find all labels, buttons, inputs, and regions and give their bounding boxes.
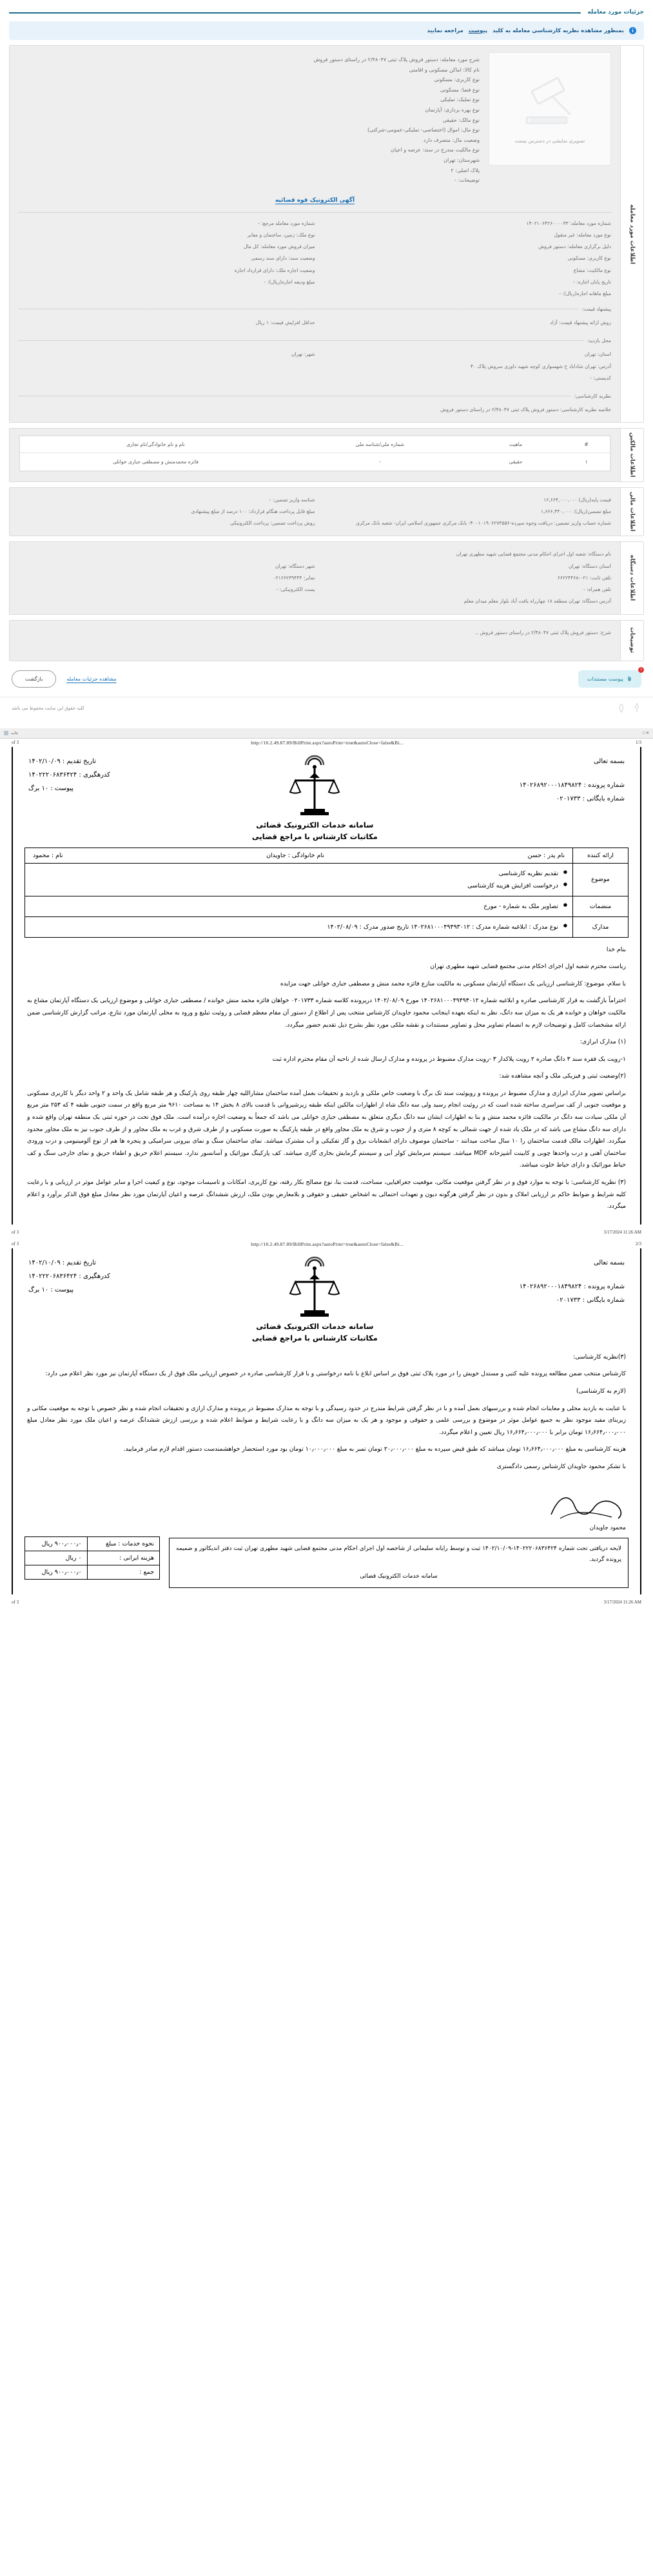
submit-date-label: تاریخ تقدیم : bbox=[62, 757, 97, 765]
document-frame-2 bbox=[12, 1248, 641, 1594]
submit-date-value: ۱۴۰۲/۱۰/۰۹ bbox=[28, 757, 61, 765]
deal-summary-line: توضیحات: - bbox=[454, 177, 480, 184]
provider-father-name: نام پدر : حسن bbox=[527, 851, 565, 859]
print-footer-date: 3/17/2024 11:26 AM bbox=[603, 1229, 641, 1235]
system-name-line1-2: سامانه خدمات الکترونیک قضائی bbox=[256, 1321, 374, 1331]
deal-fields-left-col bbox=[19, 218, 315, 300]
provider-first-name: نام : محمود bbox=[33, 851, 63, 859]
print-footer-strip-2 bbox=[0, 1598, 653, 1606]
owners-col-nature: ماهیت bbox=[469, 436, 563, 453]
court-grid-1 bbox=[19, 561, 611, 572]
financial-panel bbox=[9, 487, 644, 537]
fee-label-total: جمع : bbox=[87, 1565, 159, 1579]
submit-date-label-2: تاریخ تقدیم : bbox=[62, 1259, 97, 1266]
electronic-ad-link[interactable]: آگهی الکترونیک قوه قضائیه bbox=[275, 197, 355, 204]
notes-text: شرح: دستور فروش پلاک ثبتی ۲/۴۸۰۴۷ در راستای دستور فروش .. bbox=[475, 629, 611, 635]
annex-item: ● تصاویر ملک به شماره - مورخ bbox=[30, 900, 567, 913]
attachment-pages-label-2: پیوست : bbox=[50, 1286, 74, 1293]
financial-grid-3 bbox=[19, 518, 611, 529]
deal-field: نوع مورد معامله: غیر منقول bbox=[554, 231, 611, 238]
browser-window-controls[interactable]: □ ✕ bbox=[642, 731, 649, 735]
body-paragraph: با تشکر محمود جاویدان کارشناس رسمی دادگستری bbox=[496, 1462, 626, 1470]
guarantee-amount: مبلغ تضمین(ریال): ۱,۶۶۶,۴۴۰,۰۰۰ bbox=[540, 508, 611, 515]
price-proposal-header bbox=[19, 306, 611, 312]
expert-opinion-header bbox=[19, 393, 611, 399]
deal-field: وضعیت اجاره ملک: دارای قرارداد اجاره bbox=[234, 267, 315, 273]
document-header-right bbox=[520, 755, 625, 806]
owners-table bbox=[19, 436, 610, 471]
visit-postal-code: کدپستی: - bbox=[590, 374, 611, 381]
visit-location-rule bbox=[19, 340, 583, 341]
print-header-strip bbox=[0, 739, 653, 747]
docs-row-value bbox=[25, 916, 573, 937]
deal-summary-line: نوع کاربری: مسکونی bbox=[434, 77, 480, 83]
financial-body bbox=[10, 488, 620, 536]
deal-summary-line: شرح مورد معامله: دستور فروش پلاک ثبتی ۲/۴۸۰۴۷ در راستای دستور فروش bbox=[313, 57, 480, 63]
table-row bbox=[20, 453, 610, 471]
court-panel-label bbox=[620, 542, 643, 614]
price-min-increase: حداقل افزایش قیمت: ۱ ریال bbox=[255, 320, 315, 326]
signature-name: محمود جاویدان bbox=[589, 1524, 626, 1531]
court-panel bbox=[9, 541, 644, 614]
document-header-left bbox=[28, 755, 110, 795]
registration-note-text: لایحه دریافتی تحت شماره ۱۴۰۲۲۲۰۶۸۳۶۴۲۴-۱۴۰۲/۱۰/۰۹ ثبت و توسط رایانه سلیمانی از شاخصه اول اجرای احکام مدنی مجتمع قضایی شهید مطهری تهران ثبت دفتر اندیکاتور و ضمیمه پرونده گردید. bbox=[176, 1545, 621, 1564]
case-no-label-2: شماره پرونده : bbox=[583, 1283, 625, 1290]
alert-text-before: بمنظور مشاهده نظریه کارشناسی معامله به کلید bbox=[492, 27, 624, 34]
scales-of-justice-icon bbox=[288, 1256, 342, 1318]
document-body-2 bbox=[24, 1345, 629, 1473]
body-paragraph: ۱-رویت یک فقره سند ۳ دانگ صادره ۲ رویت پلاکدار ۳ -رویت مدارک مضبوط در پرونده و مدارک ارسال شده از ناحیه آن مقام محترم اداره ثبت bbox=[272, 1055, 626, 1063]
annex-row-value bbox=[25, 896, 573, 916]
owner-national-id: - bbox=[378, 459, 381, 465]
electronic-ad-link-row bbox=[19, 186, 611, 207]
body-title: بنام خدا bbox=[606, 945, 626, 953]
fee-value-service: ۹۰۰٫۰۰۰٫۰ ریال bbox=[25, 1536, 88, 1551]
deal-hero bbox=[19, 52, 611, 186]
owners-col-national-id: شماره ملی/شناسه ملی bbox=[291, 436, 469, 453]
attachment-badge: ! bbox=[638, 667, 644, 673]
deal-field: نوع ملک: زمین، ساختمان و معابر bbox=[247, 231, 315, 238]
archive-no-label: شماره بایگانی : bbox=[582, 795, 625, 802]
docs-item: ● نوع مدرک : ابلاغیه شماره مدرک : ۱۴۰۲۶۸۱۰۰۰۴۹۴۹۳۰۱۲ تاریخ صدور مدرک : ۱۴۰۲/۰۸/۰۹ bbox=[30, 921, 567, 933]
expert-opinion-summary: خلاصه نظریه کارشناسی: دستور فروش پلاک ثبتی ۲/۴۸۰۴۷ در راستای دستور فروش bbox=[440, 407, 611, 413]
deal-info-body bbox=[10, 46, 620, 422]
body-paragraph: (۲)وضعیت ثبتی و فیزیکی ملک و آنچه مشاهده شد: bbox=[499, 1072, 626, 1080]
tab-favicon-icon bbox=[4, 731, 8, 735]
owner-name: فائزه محمدمنش و مصطفی جباری خوانلی bbox=[112, 459, 199, 465]
view-deal-details-link[interactable]: مشاهده جزئیات معامله bbox=[66, 675, 117, 682]
deal-field: شماره مورد معامله: ۱۴۰۲۱۰۶۴۲۶۰۰۰۰۳۳ bbox=[526, 220, 611, 226]
judiciary-logo-block bbox=[234, 755, 395, 841]
page-title: جزئیات مورد معامله bbox=[587, 9, 644, 15]
copyright-bar bbox=[0, 697, 653, 719]
deal-summary-line: نوع تملیک: تملیکی bbox=[440, 97, 480, 103]
table-row bbox=[25, 1536, 160, 1551]
document-header-right-2 bbox=[520, 1256, 625, 1307]
info-icon: i bbox=[629, 27, 636, 34]
notes-body bbox=[10, 621, 620, 661]
document-header-1 bbox=[24, 747, 629, 844]
no-image-text: تصویری نمایشی در دسترس نیست bbox=[514, 137, 585, 144]
emblem-group bbox=[617, 702, 641, 714]
court-grid-2 bbox=[19, 572, 611, 584]
title-divider bbox=[9, 12, 581, 14]
owners-col-name: نام و نام خانوادگی/نام تجاری bbox=[20, 436, 291, 453]
subject-row-value bbox=[25, 863, 573, 896]
fee-label-other: هزینه ایرانی : bbox=[87, 1551, 159, 1565]
court-province: استان دستگاه: تهران bbox=[568, 563, 611, 569]
printed-document-2 bbox=[0, 1240, 653, 1610]
document-frame-1 bbox=[12, 747, 641, 1225]
deal-summary-line: نوع مالکیت مندرج در سند: عرصه و اعیان bbox=[391, 147, 480, 153]
court-fax: نمابر: ۰۲۱۶۶۲۳۹۴۴۴ bbox=[273, 574, 315, 581]
document-meta-table bbox=[24, 847, 629, 938]
body-paragraph: براساس تصویر مدارک ابرازی و مدارک مضبوط در پرونده و رویوئیت سند تک برگ با وضعیت خاص ملکی و بازدید و تحقیقات بعمل آمده ساختمان مشاراللیه چهار طبقه روی پارکینگ و هر طبقه شامل یک واحد و ۲ واحد دیگر با کاربری مسکونی و موقعیت جنوبی از کف سراسری ساخته شده است که در روئیت انجام رسید ولی سه دانگ شاه از اظهارات مالکین اینکه طبقه زیرشیروانی با قدمت بالای ۸ بخش ۱۴ به مساحت ۹۶۱۰ متر مربع واقع در سمت جنوبی طبقه ۴ که ۲۵۳ متر مربع آن ملکی سیادت سه دانگ در مالکیت فائزه محمد منش و بنا به اظهارات ایشان سه دانگ دیگری متعلق به مصطفی جباری خوانلی می باشد که جمعاً به وضعیت اجاره درآمده است. ملک فوق تحت در حوزه ثبتی یک منطقه تهران واقع شده و دارای سه دانگ مشاع می باشد که در ملک یاد شده از جهت شمالی به کوچه ۸ متری و از جنوب و شرق به ملک مجاور واقع در طبقه پارکینگ به صورت مسکونی و از طرف شرق و غرب به ملک مجاور و از طرف جنوب نیز به ملک مجاور محدود میگردد. اظهارات مالک قدمت ساختمان را ۱۰ سال ساخت میدانند - ساختمان موصوف دارای انشعابات برق و گاز تفکیکی و آب مشترک میباشد. نمای ساختمان سنگ و نمای بیرونی سرامیکی و پنجره ها هم از نوع آلومینیومی و درب ورودی ساختمان آهنی و درب واحدها چوبی و کابینت آشپزخانه MDF میباشد. سیستم سرمایش کولر آبی و سیستم گرمایش بخاری گازی میباشد. کف پارکینگ موزائیک و آسانسور ندارد. سیستم اعلام حریق و اطفاء حریق و نمای خارجی سنگ و کف حیاط موزائیک و دارای حیاط خلوت میباشد. bbox=[27, 1089, 626, 1169]
subject-row-label: موضوع bbox=[573, 863, 629, 896]
print-footer-date-2: 3/17/2024 11:26 AM bbox=[603, 1600, 641, 1605]
divider-dotted bbox=[19, 212, 611, 213]
deal-field: نوع کاربری: مسکونی bbox=[567, 255, 611, 262]
document-body-1 bbox=[24, 938, 629, 1213]
visit-location-label: محل بازدید: bbox=[587, 338, 611, 344]
deal-info-panel bbox=[9, 45, 644, 423]
handwritten-signature-icon bbox=[549, 1489, 626, 1522]
document-header-2 bbox=[24, 1248, 629, 1345]
auction-details-page bbox=[0, 0, 653, 728]
paperclip-icon bbox=[627, 676, 632, 682]
print-header-strip-2 bbox=[0, 1240, 653, 1248]
tracking-code-value-2: ۱۴۰۲۲۲۰۶۸۳۶۴۲۴ bbox=[28, 1272, 77, 1280]
deal-fields-grid bbox=[19, 218, 611, 300]
deal-summary-list bbox=[19, 52, 480, 186]
attach-documents-label: پیوست مستندات bbox=[587, 675, 623, 682]
financial-panel-label bbox=[620, 488, 643, 536]
table-row bbox=[25, 863, 629, 896]
subject-item: ● تقدیم نظریه کارشناسی bbox=[30, 867, 567, 880]
iran-emblem-icon bbox=[617, 702, 626, 714]
expert-opinion-heading: (٣)نظریه کارشناسی: bbox=[573, 1353, 626, 1361]
table-row bbox=[25, 896, 629, 916]
deal-field: نوع مالکیت: مشاع bbox=[573, 267, 611, 273]
guarantee-payment-method: روش پرداخت تضمین: پرداخت الکترونیکی bbox=[229, 520, 315, 527]
deal-field: مبلغ ماهانه اجاره(ریال): - bbox=[559, 291, 611, 297]
court-grid-3 bbox=[19, 584, 611, 596]
print-footer-page-2: of 3 bbox=[12, 1600, 19, 1605]
body-paragraph: احتراماً بازگشت به قرار کارشناسی صادره و ابلاغیه شماره ۱۴۰۲۶۸۱۰۰۰۴۹۴۹۳۰۱۲ مورخ ۱۴۰۲/۰۸/۰۹ درپرونده کلاسه شماره ۰۲۰۱۷۳۳ خواهان فائزه محمد منش خوانده / مصطفی جباری خوانلی و موضوع ارزیابی یک دستگاه آپارتمان مشاع به مالکیت خواهان و خوانده هر یک به میزان سه دانگ، نظر به اینکه بعهده اینجانب محمود جاویدان کارشناس منتخب پس از اطلاع از دستور آن مقام معظم قضایی و روئیت تبلیغ و ورود به محلی آپارتمان مورد تنازع، مراتب گزارش کارشناسی ضمن ارائه مشخصات کامل و توضیحات لازم به انضمام تصاویر محل و تصاویر مستندات و نقشه ملکی مورد نظر بشرح ذیل تقدیم حضور میگردد. bbox=[27, 997, 626, 1029]
scales-of-justice-icon bbox=[288, 755, 342, 817]
case-no-value-2: ۱۴۰۲۶۸۹۲۰۰۰۱۸۴۹۸۲۴ bbox=[519, 1283, 582, 1290]
signature-block bbox=[24, 1478, 629, 1531]
notes-label-text: توضیحات bbox=[629, 627, 636, 654]
back-button[interactable]: بازگشت bbox=[12, 670, 56, 688]
besmeh-line-2: بسمه تعالی bbox=[593, 1259, 625, 1266]
owners-col-index: # bbox=[563, 436, 610, 453]
court-mobile: تلفن همراه: - bbox=[583, 586, 611, 593]
tracking-code-label: کدرهگیری : bbox=[79, 771, 110, 779]
financial-label-text: اطلاعات مالی bbox=[629, 492, 636, 532]
table-row bbox=[25, 1551, 160, 1565]
court-name: نام دستگاه: شعبه اول اجرای احکام مدنی مجتمع قضایی شهید مطهری تهران bbox=[456, 551, 611, 557]
deal-field: شماره مورد معامله مرجع: - bbox=[258, 220, 315, 226]
deal-summary-line: شهرستان: تهران bbox=[443, 157, 480, 163]
court-body bbox=[10, 542, 620, 614]
deal-summary-line: نوع مال: اموال (اختصاصی- تملیکی-عمومی-شرکتی) bbox=[367, 127, 480, 133]
deal-summary-line: نوع فضا: مسکونی bbox=[440, 86, 480, 93]
print-browser-bar bbox=[0, 728, 653, 739]
visit-address: آدرس: تهران شاداباد خ شهسواری کوچه شهید داوری سروش پلاک ۴۰ bbox=[470, 363, 611, 369]
print-source-url: http://10.2.49.87.89/BillPrint.aspx?autoPrint=true&autoClose=false&Bi... bbox=[251, 739, 404, 746]
printed-document-1 bbox=[0, 728, 653, 1240]
deal-field: میزان فروش مورد معامله: کل مال bbox=[243, 244, 315, 250]
gavel-icon bbox=[515, 75, 585, 134]
owners-table-wrap bbox=[19, 435, 611, 472]
owner-index: ۱ bbox=[585, 459, 588, 465]
visit-city: شهر: تهران bbox=[291, 351, 315, 358]
base-price: قیمت پایه(ریال) ۱۶,۶۶۴,۰۰۰,۰۰۰ bbox=[543, 496, 611, 503]
provider-row-value bbox=[25, 847, 573, 863]
deal-summary-line: وضعیت مال: متصرف دارد bbox=[423, 137, 480, 143]
deal-info-label-text: اطلاعات مورد معامله bbox=[629, 204, 636, 264]
print-tab[interactable] bbox=[4, 731, 18, 735]
footer-left-actions bbox=[12, 670, 117, 688]
fee-and-note-row bbox=[24, 1531, 629, 1589]
owners-panel bbox=[9, 428, 644, 481]
fee-summary-table bbox=[24, 1536, 160, 1580]
attachment-pages-value-2: ۱۰ برگ bbox=[28, 1286, 49, 1293]
deal-info-panel-label bbox=[620, 46, 643, 422]
visit-province: استان: تهران bbox=[584, 351, 611, 358]
registration-note-footer: سامانه خدمات الکترونیک قضائی bbox=[360, 1573, 438, 1580]
attachment-pages-label: پیوست : bbox=[50, 784, 74, 792]
body-paragraph: (١) مدارک ابرازی: bbox=[580, 1038, 626, 1046]
deposit-account: شماره حساب واریز تضمین: دریافت وجوه سپرده-۴۰۰۱۰۱۹۰۶۲۷۴۵۵۶- بانک مرکزی جمهوری اسلامی ایران- شعبه بانک مرکزی bbox=[355, 520, 611, 527]
body-paragraph: کارشناس منتخب ضمن مطالعه پرونده علیه کتبی و مستدل خویش را در مورد پلاک ثبتی فوق بر اساس ابلاغ با نامه درخواستی و با قرار کارشناسی صادره در خصوص ارزیابی ملک فوق از یک دستگاه آپارتمان نیز مورد نظر اعلام می دارد: bbox=[45, 1370, 626, 1378]
body-paragraph: با سلام، موضوع: کارشناسی ارزیابی یک دستگاه آپارتمان مسکونی به مالکیت منازع فائزه محمد منش و مصطفی جباری خوانلی جهت مزایده bbox=[280, 980, 626, 987]
tracking-code-label-2: کدرهگیری : bbox=[79, 1272, 110, 1280]
tracking-code-value: ۱۴۰۲۲۲۰۶۸۳۶۴۲۴ bbox=[28, 771, 77, 779]
provider-family-name: نام خانوادگی : جاویدان bbox=[266, 851, 324, 859]
payable-on-contract: مبلغ قابل پرداخت هنگام قرارداد: ۱۰۰ درصد از مبلغ پیشنهادی bbox=[191, 508, 315, 515]
judiciary-emblem-icon bbox=[632, 702, 641, 714]
deal-summary-line: نام کالا: اماکن مسکونی و اقامتی bbox=[409, 66, 480, 73]
print-page-indicator: of 3 bbox=[12, 739, 19, 745]
case-no-label: شماره پرونده : bbox=[583, 781, 625, 789]
deal-summary-line: نوع بهره برداری: آپارتمان bbox=[425, 106, 480, 113]
fee-value-other: ۰ ریال bbox=[25, 1551, 88, 1565]
judiciary-logo-block-2 bbox=[234, 1256, 395, 1342]
body-paragraph: هزینه کارشناسی به مبلغ ۱۶٫۶۶۴٫۰۰۰٫۰۰۰ تومان میباشد که طبق قبض سپرده به مبلغ ۲۰٫۰۰۰٫۰۰۰ تومان تمبر به مبلغ ۱۰٫۰۰۰٫۰۰۰ تومان بود مورد استحضار خواهشمندست دستور اقدام لازم صادر فرمایید. bbox=[123, 1446, 626, 1453]
besmeh-line: بسمه تعالی bbox=[593, 757, 625, 765]
submit-date-value-2: ۱۴۰۲/۱۰/۰۹ bbox=[28, 1259, 61, 1266]
body-paragraph: ریاست محترم شعبه اول اجرای احکام مدنی مجتمع قضایی شهید مطهری تهران bbox=[430, 963, 626, 971]
table-row bbox=[25, 916, 629, 937]
page-title-row bbox=[0, 0, 653, 15]
deal-fields-right-col bbox=[315, 218, 612, 300]
guarantee-deposit-id: شناسه واریز تضمین: - bbox=[269, 496, 315, 503]
court-phone: تلفن ثابت: ۰۲۱-۶۶۲۲۴۴۶۸ bbox=[557, 574, 611, 581]
case-no-value: ۱۴۰۲۶۸۹۲۰۰۰۱۸۴۹۸۲۴ bbox=[519, 781, 582, 789]
deal-field: تاریخ پایان اجاره: - bbox=[573, 278, 611, 285]
provider-row-label: ارائه کننده bbox=[573, 847, 629, 863]
fee-label-service: نحوه خدمات : مبلغ bbox=[87, 1536, 159, 1551]
info-alert bbox=[9, 21, 644, 40]
print-footer-page: of 3 bbox=[12, 1229, 19, 1235]
financial-grid-1 bbox=[19, 494, 611, 506]
deal-image-placeholder bbox=[489, 52, 611, 166]
deal-field: وضعیت سند: دارای سند رسمی bbox=[251, 255, 315, 262]
footer-actions bbox=[0, 661, 653, 690]
price-proposal-grid bbox=[19, 317, 611, 329]
registration-note-box bbox=[169, 1538, 629, 1589]
system-name-line2: مکاتبات کارشناس با مراجع قضایی bbox=[251, 831, 378, 841]
attachment-pages-value: ۱۰ برگ bbox=[28, 784, 49, 792]
body-paragraph: (لازم به کارشناسی) bbox=[576, 1388, 626, 1395]
document-header-left-2 bbox=[28, 1256, 110, 1297]
archive-no-value-2: ۰۲۰۱۷۳۳ bbox=[556, 1296, 581, 1304]
alert-text-after: مراجعه نمایید bbox=[427, 27, 463, 34]
court-email: پست الکترونیکی: - bbox=[276, 586, 315, 593]
owners-label-text: اطلاعات مالکین bbox=[629, 432, 636, 478]
expert-opinion-label: نظریه کارشناسی: bbox=[574, 393, 611, 400]
price-method: روش ارائه پیشنهاد قیمت: آزاد bbox=[550, 320, 611, 326]
annex-row-label: منضمات bbox=[573, 896, 629, 916]
owners-body bbox=[10, 429, 620, 481]
alert-attachment-link[interactable]: پیوست bbox=[468, 27, 488, 34]
court-address: آدرس دستگاه: تهران منطقه ۱۸ چهارراه یافت آباد بلوار معلم میدان معلم bbox=[463, 598, 611, 605]
table-row bbox=[25, 1565, 160, 1579]
notes-panel-label bbox=[620, 621, 643, 661]
visit-location-header bbox=[19, 338, 611, 344]
deal-summary-line: پلاک اصلی: ۲ bbox=[451, 167, 480, 173]
body-paragraph: (۳) نظریه کارشناسی: با توجه به موارد فوق و در نظر گرفتن موقعیت مکانی، موقعیت جغرافیایی، مساحت، قدمت بنا، نوع مصالح بکار رفته، نوع کاربری، امکانات و تاسیسات موجود، نوع و کیفیت اجرا و سایر عوامل موثر در ارزیابی و با رعایت کلیه شرایط و ضوابط حاکم بر ارزیابی املاک و بدون در نظر گرفتن هرگونه دیون و تعهدات احتمالی به اشخاص حقیقی و حقوقی و بلامعارض بودن ملک، ارزش ششدانگ عرصه و اعیان آپارتمان مورد نظر معادل مبلغ فوق الذکر برآورد و اعلام میگردد. bbox=[27, 1179, 626, 1210]
notes-panel bbox=[9, 620, 644, 661]
print-page-fraction: 1/3 bbox=[636, 739, 641, 745]
archive-no-label-2: شماره بایگانی : bbox=[582, 1296, 625, 1304]
deal-field: دلیل برگزاری معامله: دستور فروش bbox=[538, 244, 611, 250]
fee-value-total: ۹۰۰٫۰۰۰٫۰ ریال bbox=[25, 1565, 88, 1579]
attach-documents-button[interactable] bbox=[578, 667, 642, 688]
visit-location-grid bbox=[19, 349, 611, 360]
print-page-fraction-2: 2/3 bbox=[636, 1241, 641, 1246]
owners-panel-label bbox=[620, 429, 643, 481]
print-page-indicator-2: of 3 bbox=[12, 1241, 19, 1246]
system-name-line2-2: مکاتبات کارشناس با مراجع قضایی bbox=[251, 1333, 378, 1342]
docs-row-label: مدارک bbox=[573, 916, 629, 937]
court-city: شهر دستگاه: تهران bbox=[275, 563, 315, 569]
print-footer-strip-1 bbox=[0, 1228, 653, 1236]
archive-no-value: ۰۲۰۱۷۳۳ bbox=[556, 795, 581, 802]
print-source-url-2: http://10.2.49.87.89/BillPrint.aspx?autoPrint=true&autoClose=false&Bi... bbox=[251, 1241, 404, 1247]
subject-item: ● درخواست افزایش هزینه کارشناسی bbox=[30, 880, 567, 892]
owner-nature: حقیقی bbox=[509, 459, 523, 465]
table-row bbox=[25, 847, 629, 863]
owners-table-header-row bbox=[20, 436, 610, 453]
financial-grid-2 bbox=[19, 506, 611, 518]
deal-field: مبلغ ودیعه اجاره(ریال): - bbox=[264, 278, 315, 285]
court-label-text: اطلاعات دستگاه bbox=[629, 555, 636, 601]
body-paragraph: با عنایت به بازدید محلی و معاینات انجام شده و بررسیهای بعمل آمده و با در نظر گرفتن شرایط مندرج در حدود رسیدگی و با توجه به مدارک مضبوط در پرونده و مدارک ارازی و تحقیقات انجام شده و نظر خصوص با توجه به موقعیت مکانی و زیربنای مفید موجود نظر به جمیع عوامل موثر در موضوع و بررسی علمی و حقوقی و موجود و هر یک به میزان سه دانگ و با رعایت شرایط و ضوابط اعلام شده و بررسی ارزش ششدانگ عرصه و اعیان ملک مورد نظر معادل مبلغ ۱۶٫۶۶۴٫۰۰۰٫۰۰۰ تومان برابر با ۱۶٫۶۶۴٫۰۰۰٫۰۰۰ ریال تعیین و اعلام میگردد. bbox=[27, 1404, 626, 1436]
copyright-text: کلیه حقوق این سایت محفوظ می باشد bbox=[12, 705, 84, 711]
print-tab-title: چاپ bbox=[11, 731, 19, 735]
deal-summary-line: نوع مالک: حقیقی bbox=[442, 117, 480, 123]
price-proposal-label: پیشنهاد قیمت: bbox=[581, 306, 611, 313]
system-name-line1: سامانه خدمات الکترونیک قضائی bbox=[256, 820, 374, 829]
